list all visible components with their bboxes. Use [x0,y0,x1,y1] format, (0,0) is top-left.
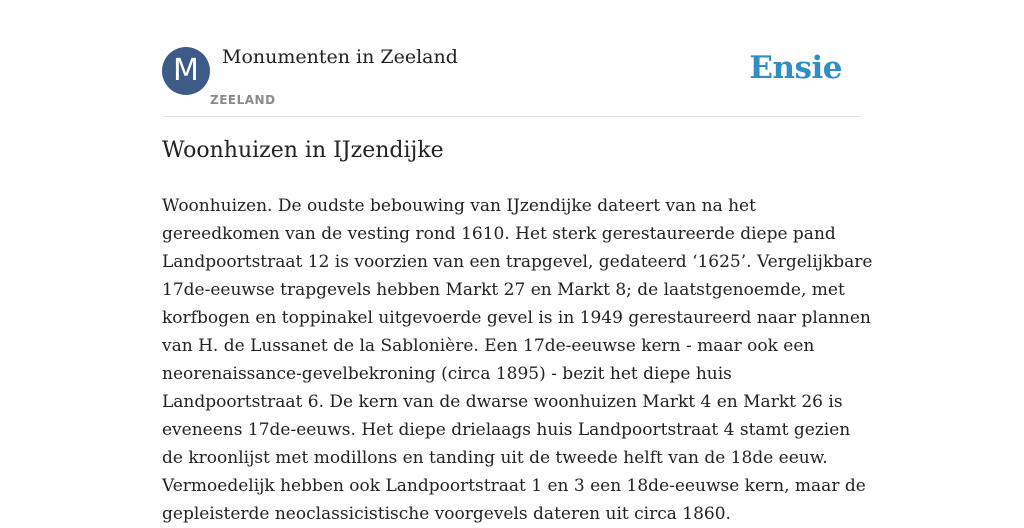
article-body-line: Woonhuizen. De oudste bebouwing van IJzendijke dateert van na het [162,196,756,216]
article-body-line: van H. de Lussanet de la Sablonière. Een 17de-eeuwse kern - maar ook een [162,336,815,356]
article-title: Woonhuizen in IJzendijke [162,138,444,163]
article-body-line: korfbogen en toppinakel uitgevoerde gevel is in 1949 gerestaureerd naar plannen [162,308,871,328]
article-body-line: de kroonlijst met modillons en tanding uit de tweede helft van de 18de eeuw. [162,448,828,468]
article-body-line: gereedkomen van de vesting rond 1610. Het sterk gerestaureerde diepe pand [162,224,836,244]
source-header [162,46,862,117]
article-body-line: eveneens 17de-eeuws. Het diepe drielaags huis Landpoortstraat 4 stamt gezien [162,420,851,440]
source-title-link[interactable]: Monumenten in Zeeland [222,46,458,68]
article-body-line: Landpoortstraat 6. De kern van de dwarse woonhuizen Markt 4 en Markt 26 is [162,392,843,412]
article-body-line: Landpoortstraat 12 is voorzien van een trapgevel, gedateerd ‘1625’. Vergelijkbare [162,252,873,272]
article-body-line: neorenaissance-gevelbekroning (circa 1895) - bezit het diepe huis [162,364,732,384]
article-body-line: gepleisterde neoclassicistische voorgevels dateren uit circa 1860. [162,504,731,524]
avatar[interactable]: M [162,47,210,95]
article-body [162,192,873,528]
brand-logo-link[interactable]: Ensie [749,50,842,86]
source-category-link[interactable]: ZEELAND [210,93,276,107]
article-body-line: 17de-eeuwse trapgevels hebben Markt 27 en Markt 8; de laatstgenoemde, met [162,280,845,300]
article-body-line: Vermoedelijk hebben ook Landpoortstraat 1 en 3 een 18de-eeuwse kern, maar de [162,476,866,496]
